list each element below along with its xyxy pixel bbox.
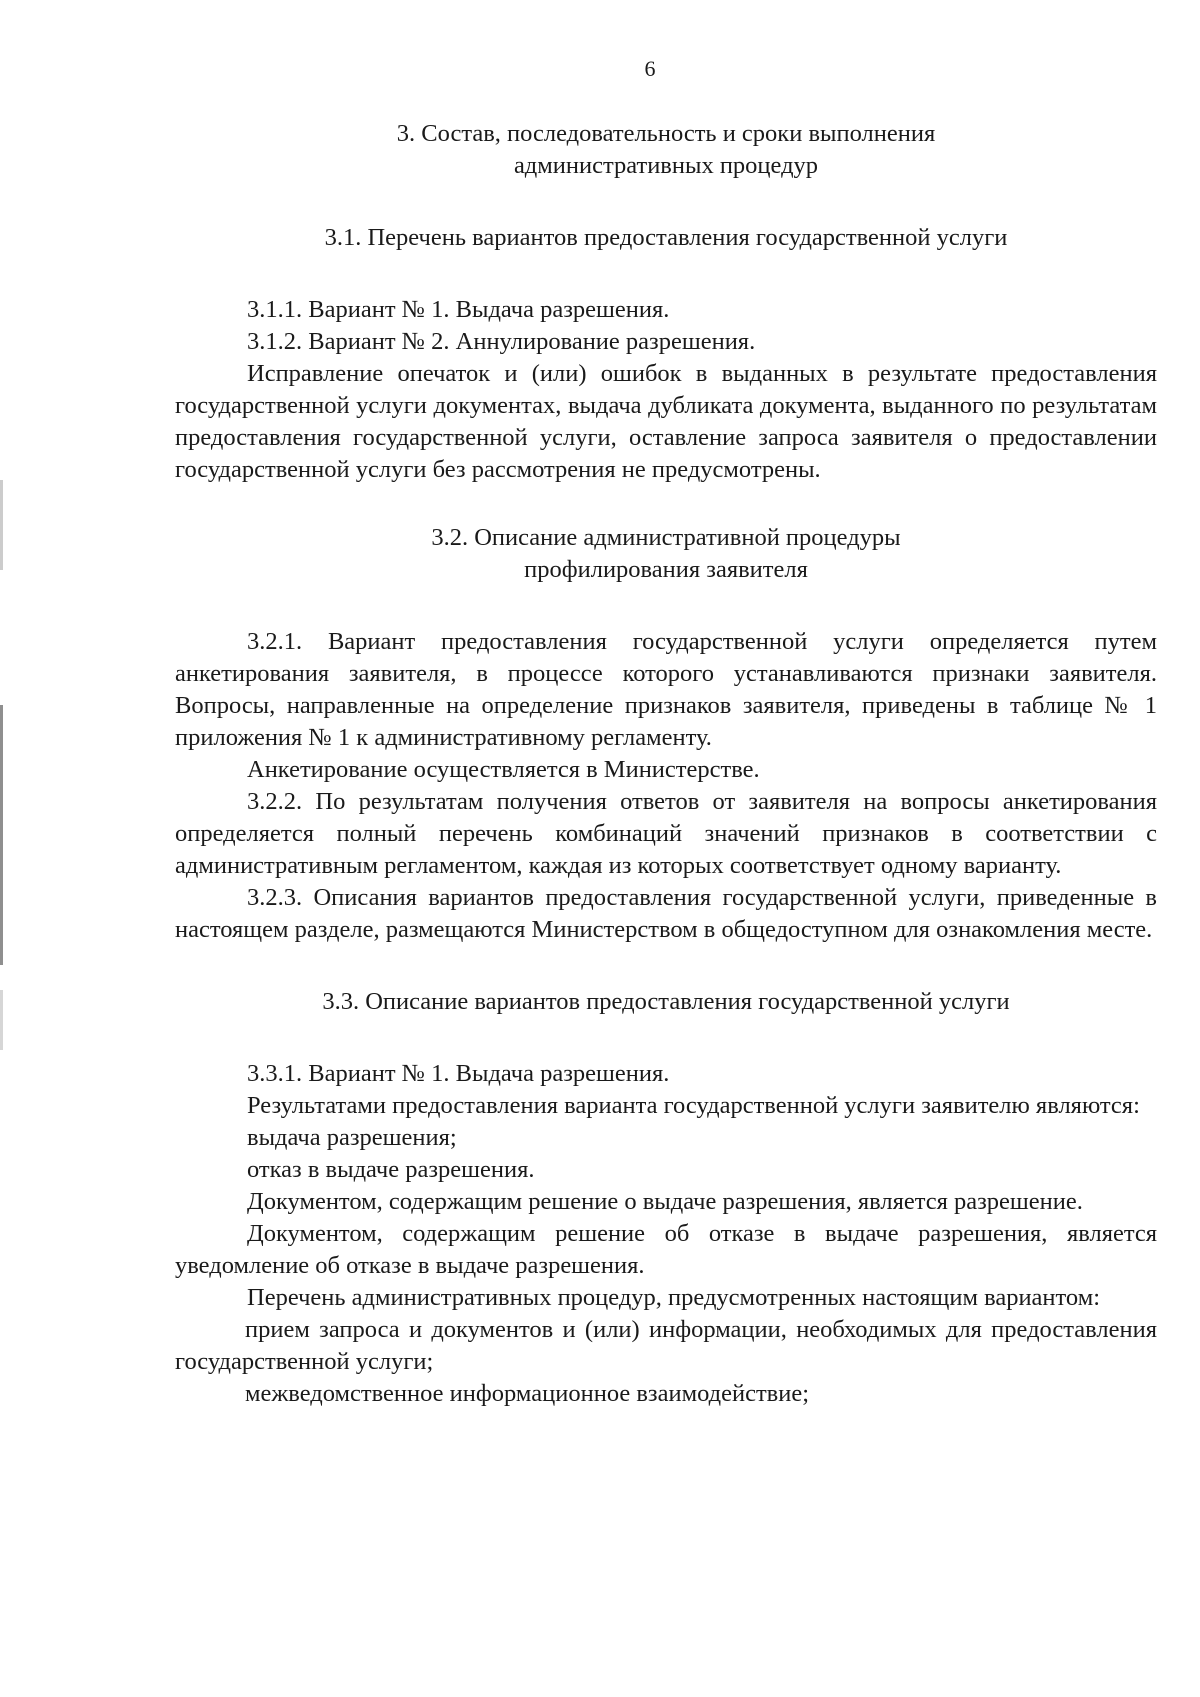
- paragraph: Исправление опечаток и (или) ошибок в выданных в результате предоставления государственной услуги документах, выдача дубликата документа, выданного по результатам предоставления государственной услуги, оставление запроса заявителя о предоставлении государственной услуги без рассмотрения не предусмотрены.: [175, 360, 1157, 483]
- paragraph: Документом, содержащим решение об отказе в выдаче разрешения, является уведомление об отказе в выдаче разрешения.: [175, 1220, 1157, 1279]
- section-3-title-cont: административных процедур: [513, 152, 819, 179]
- list-item: отказ в выдаче разрешения.: [247, 1156, 535, 1183]
- scan-edge-mark: [0, 990, 3, 1050]
- section-3-2-title: 3.2. Описание административной процедуры: [431, 524, 901, 551]
- section-3-title: 3. Состав, последовательность и сроки выполнения: [396, 120, 936, 147]
- paragraph: 3.2.1. Вариант предоставления государственной услуги определяется путем анкетирования заявителя, в процессе которого устанавливаются признаки заявителя. Вопросы, направленные на определение признаков заявителя, приведены в таблице № 1 приложения № 1 к административному регламенту.: [175, 628, 1157, 751]
- paragraph: 3.2.3. Описания вариантов предоставления государственной услуги, приведенные в настоящем разделе, размещаются Министерством в общедоступном для ознакомления месте.: [175, 884, 1157, 943]
- paragraph: Перечень административных процедур, предусмотренных настоящим вариантом:: [247, 1284, 1101, 1311]
- section-3-3-title: 3.3. Описание вариантов предоставления государственной услуги: [322, 988, 1010, 1015]
- paragraph: Анкетирование осуществляется в Министерстве.: [247, 756, 760, 783]
- page-number: 6: [644, 56, 656, 81]
- document-body: [175, 118, 1157, 1410]
- scan-edge-mark: [0, 480, 3, 570]
- paragraph: Результатами предоставления варианта государственной услуги заявителю являются:: [247, 1092, 1140, 1119]
- list-item: прием запроса и документов и (или) информации, необходимых для предоставления государственной услуги;: [175, 1316, 1157, 1375]
- section-3-2-title-cont: профилирования заявителя: [524, 556, 808, 583]
- section-3-1-title: 3.1. Перечень вариантов предоставления государственной услуги: [324, 224, 1008, 251]
- list-item: выдача разрешения;: [247, 1124, 457, 1151]
- list-item: межведомственное информационное взаимодействие;: [245, 1380, 810, 1407]
- paragraph: 3.1.1. Вариант № 1. Выдача разрешения.: [247, 296, 670, 323]
- paragraph: Документом, содержащим решение о выдаче разрешения, является разрешение.: [247, 1188, 1083, 1215]
- scan-edge-mark: [0, 705, 3, 965]
- paragraph: 3.2.2. По результатам получения ответов от заявителя на вопросы анкетирования определяется полный перечень комбинаций значений признаков в соответствии с административным регламентом, каждая из которых соответствует одному варианту.: [175, 788, 1157, 879]
- paragraph: 3.3.1. Вариант № 1. Выдача разрешения.: [247, 1060, 670, 1087]
- paragraph: 3.1.2. Вариант № 2. Аннулирование разрешения.: [247, 328, 756, 355]
